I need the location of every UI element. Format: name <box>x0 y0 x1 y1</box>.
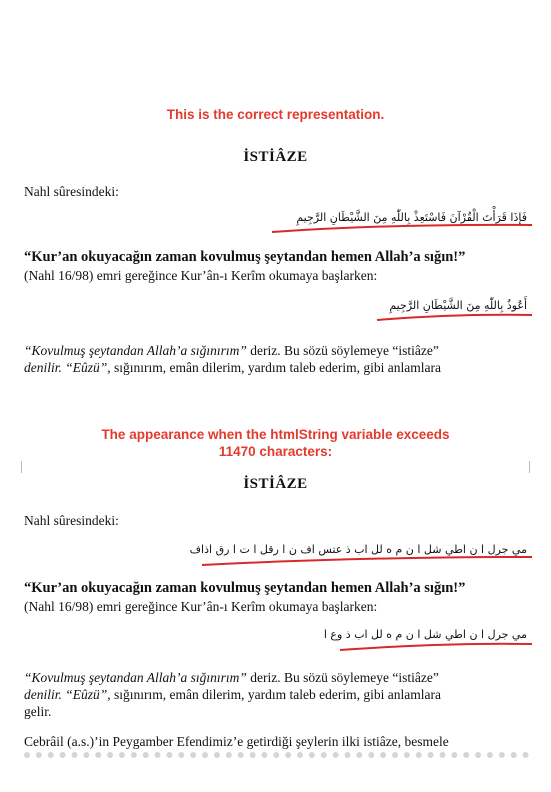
section-heading-2: İSTİÂZE <box>243 476 308 492</box>
verse-arabic: فَإِذَا قَرَأْتَ الْقُرْآنَ فَاسْتَعِذْ بِاللّٰهِ مِنَ الشَّيْطَانِ الرَّجِيمِ <box>296 211 527 224</box>
translation-bold: “Kur’an okuyacağın zaman kovulmuş şeytandan hemen Allah’a sığın!” <box>24 249 466 265</box>
explanation-line1-2 <box>24 669 529 686</box>
istiaze-arabic-broken: مي جرل ا ن اطي شل ا ن م ه لل اب ذ وع ا <box>323 628 527 641</box>
translation-bold-2: “Kur’an okuyacağın zaman kovulmuş şeytandan hemen Allah’a sığın!” <box>24 580 466 596</box>
frame-edge-left <box>21 461 22 473</box>
intro-text-2: Nahl sûresindeki: <box>24 513 119 528</box>
explanation-end-2: , sığınırım, emân dilerim, yardım taleb ederim, gibi anlamlara <box>107 687 441 702</box>
explanation-line2 <box>24 359 529 376</box>
explanation-italic2: denilir. “Eûzü” <box>24 360 108 375</box>
istiaze-underline <box>375 311 535 325</box>
reference-text: (Nahl 16/98) emri gereğince Kur’ân-ı Kerîm okumaya başlarken: <box>24 268 378 283</box>
next-paragraph: Cebrâil (a.s.)’in Peygamber Efendimiz’e getirdiği şeylerin ilki istiâze, besmele <box>24 734 449 749</box>
explanation-end: , sığınırım, emân dilerim, yardım taleb ederim, gibi anlamlara <box>107 360 441 375</box>
section-heading: İSTİÂZE <box>243 149 308 165</box>
explanation-line2-2 <box>24 686 529 703</box>
explanation-italic2-2: denilir. “Eûzü” <box>24 687 108 702</box>
cut-off-line <box>24 752 529 758</box>
explanation-line3-2: gelir. <box>24 704 52 719</box>
explanation-mid: deriz. Bu sözü söylemeye “istiâze” <box>246 343 439 358</box>
verse-arabic-broken: مي جرل ا ن اطي شل ا ن م ه لل اب ذ عتس اف ن ا رقل ا ت ا رق اذاف <box>189 543 527 556</box>
explanation-italic-2: “Kovulmuş şeytandan Allah’a sığınırım” <box>24 670 247 685</box>
caption-broken-line2: 11470 characters: <box>218 444 333 459</box>
caption-correct: This is the correct representation. <box>166 107 385 122</box>
explanation-line1 <box>24 342 529 359</box>
frame-edge-right <box>529 461 530 473</box>
explanation-italic: “Kovulmuş şeytandan Allah’a sığınırım” <box>24 343 247 358</box>
verse-broken-underline <box>200 553 535 569</box>
istiaze-arabic: أَعُوذُ بِاللّٰهِ مِنَ الشَّيْطَانِ الرَّجِيمِ <box>389 299 527 312</box>
verse-underline <box>270 222 535 236</box>
istiaze-broken-underline <box>338 640 535 654</box>
explanation-mid-2: deriz. Bu sözü söylemeye “istiâze” <box>246 670 439 685</box>
intro-text: Nahl sûresindeki: <box>24 184 119 199</box>
reference-text-2: (Nahl 16/98) emri gereğince Kur’ân-ı Kerîm okumaya başlarken: <box>24 599 378 614</box>
caption-broken-line1: The appearance when the htmlString variable exceeds <box>101 427 450 442</box>
